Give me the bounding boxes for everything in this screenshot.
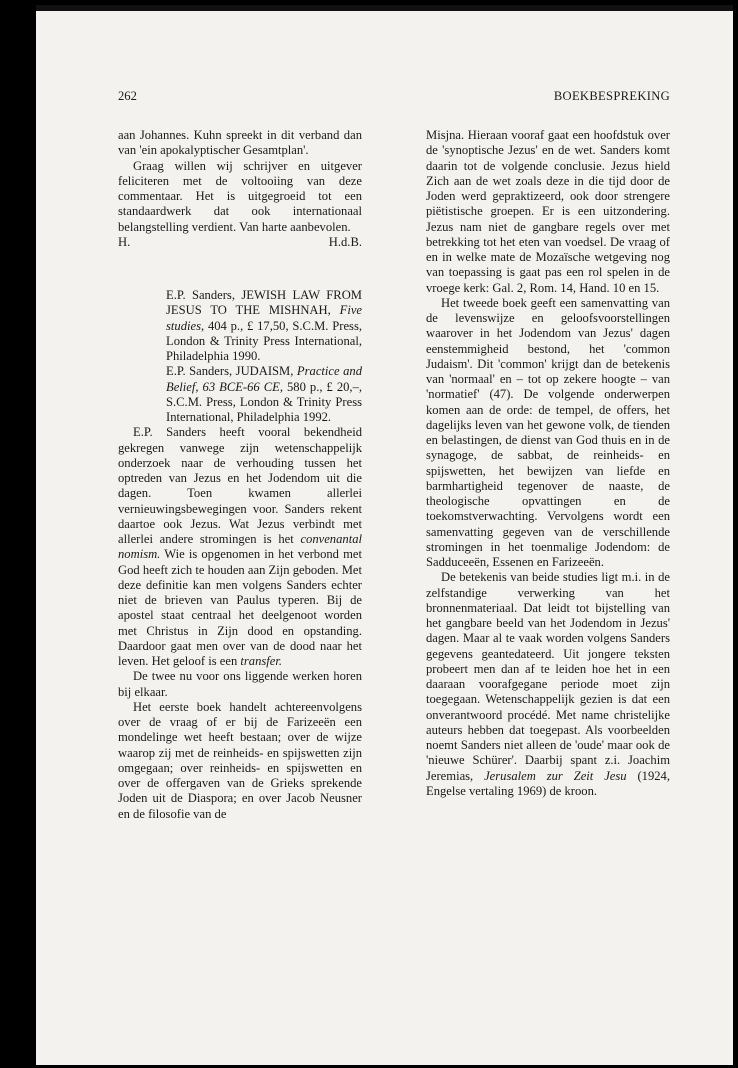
- signature-initial: H.: [118, 234, 131, 249]
- signature-line: [118, 235, 362, 250]
- paragraph: Het eerste boek handelt achtereenvolgens over de vraag of er bij de Farizeeën een mondelinge wet heeft bestaan; over de wijze waarop zij met de reinheids- en spijswetten zijn omgegaan; over reinheids- en spijswetten en over de offergaven van de Grieks sprekende Joden uit de Diaspora; en over Jacob Neusner en de filosofie van de: [118, 699, 362, 821]
- signature-author: H.d.B.: [328, 234, 362, 249]
- paragraph: Graag willen wij schrijver en uitgever feliciteren met de voltooiing van deze commentaar. Het is uitgegroeid tot een standaardwerk dat ook internationaal belangstelling verdient. Van harte aanbevolen.: [118, 158, 362, 234]
- right-column: [426, 128, 670, 799]
- paragraph: aan Johannes. Kuhn spreekt in dit verband dan van 'ein apokalyptischer Gesamtplan'.: [118, 128, 362, 158]
- paragraph: De twee nu voor ons liggende werken horen bij elkaar.: [118, 669, 362, 699]
- page-number: 262: [118, 89, 137, 103]
- page-header: [118, 89, 670, 107]
- section-gap: [118, 250, 362, 288]
- paragraph: Misjna. Hieraan vooraf gaat een hoofdstuk over de 'synoptische Jezus' en de wet. Sanders komt daarin tot de volgende conclusie. Jezus hield Zich aan de wet zoals deze in die tijd door de Joden werd gepraktizeerd, ook door strengere piëtistische groepen. Er is een uitzondering. Jezus nam niet de gangbare regels over met betrekking tot het eten van voedsel. De vraag of en in welke mate de Mozaïsche wetgeving nog van toepassing is gaat pas een rol spelen in de vroege kerk: Gal. 2, Rom. 14, Hand. 10 en 15.: [426, 128, 670, 295]
- running-title: BOEKBESPREKING: [553, 89, 670, 103]
- paragraph: Het tweede boek geeft een samenvatting van de levenswijze en geloofsvoorstellingen waarover in het Jodendom van Jezus' dagen eenstemmigheid bestond, het 'common Judaism'. Dit 'common' krijgt dan de betekenis van 'normaal' en – tot op zekere hoogte – van 'normatief' (47). De volgende onderwerpen komen aan de orde: de tempel, de offers, het dagelijks leven van het gewone volk, de tienden en belastingen, de dienst van God thuis en in de synagoge, de sabbat, de reinheids- en spijswetten, het bewijzen van liefde en barmhartigheid tegenover de naaste, de theologische opvattingen en de toekomstverwachting. Vervolgens wordt een samenvatting gegeven van de verschillende stromingen in het toenmalige Jodendom: de Sadduceeën, Essenen en Farizeeën.: [426, 295, 670, 569]
- book-reference-1: E.P. Sanders, JEWISH LAW FROM JESUS TO THE MISHNAH, Five studies, 404 p., £ 17,50, S.C.M. Press, London & Trinity Press International, Philadelphia 1990.: [166, 288, 362, 363]
- book-reference-2: E.P. Sanders, JUDAISM, Practice and Belief, 63 BCE-66 CE, 580 p., £ 20,–, S.C.M. Press, London & Trinity Press International, Philadelphia 1992.: [166, 364, 363, 424]
- scan-edge: [36, 5, 733, 11]
- scanned-page: [36, 5, 733, 1065]
- left-column: [118, 128, 362, 822]
- paragraph: De betekenis van beide studies ligt m.i. in de zelfstandige verwerking van het bronnenmateriaal. Dat leidt tot bijstelling van het gangbare beeld van het Jodendom in Jezus' dagen. Maar al te vaak worden volgens Sanders gegevens geantedateerd. Uit jongere teksten probeert men dan af te leiden hoe het in een daaraan voorafgegane periode moet zijn toegegaan. Wetenschappelijk gezien is dat een onverantwoord procédé. Met name christelijke auteurs hebben dat toegepast. Als voorbeelden noemt Sanders niet alleen de 'oude' maar ook de 'nieuwe Schürer'. Daarbij spant z.i. Joachim Jeremias, Jerusalem zur Zeit Jesu (1924, Engelse vertaling 1969) de kroon.: [426, 570, 670, 798]
- paragraph: E.P. Sanders heeft vooral bekendheid gekregen vanwege zijn wetenschappelijk onderzoek naar de verhouding tussen het optreden van Jezus en het Jodendom uit die dagen. Toen kwamen allerlei vernieuwingsbewegingen voor. Sanders rekent daartoe ook Jezus. Wat Jezus verbindt met allerlei andere stromingen is het convenantal nomism. Wie is opgenomen in het verbond met God heeft zich te houden aan Zijn geboden. Met deze definitie kan men volgens Sanders echter niet de brieven van Paulus typeren. Bij de apostel staat centraal het deelgenoot worden met Christus in Zijn dood en opstanding. Daardoor gaat men over van de dood naar het leven. Het geloof is een transfer.: [118, 425, 362, 668]
